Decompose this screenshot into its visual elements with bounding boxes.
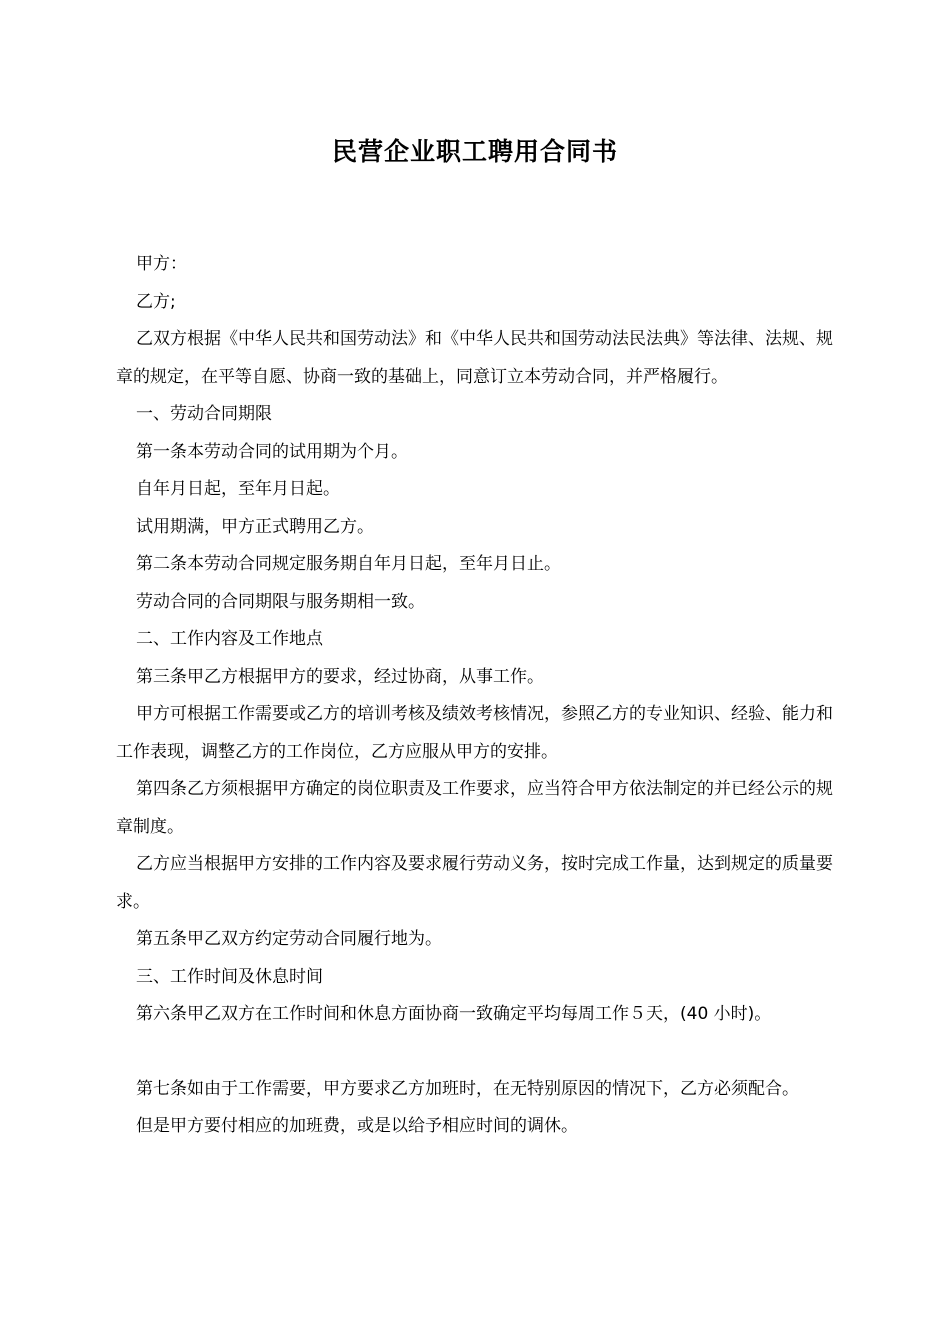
document-title: 民营企业职工聘用合同书 [331, 137, 618, 166]
article-2: 第二条本劳动合同规定服务期自年月日起，至年月日止。 [136, 554, 561, 574]
article-5: 第五条甲乙双方约定劳动合同履行地为。 [136, 929, 442, 949]
article-6: 第六条甲乙双方在工作时间和休息方面协商一致确定平均每周工作５天，(40 小时)。 [136, 1004, 772, 1024]
article-3-adjustment: 甲方可根据工作需要或乙方的培训考核及绩效考核情况，参照乙方的专业知识、经验、能力和工作表现，调整乙方的工作岗位，乙方应服从甲方的安排。 [116, 704, 833, 762]
party-b-line: 乙方; [136, 291, 176, 312]
article-4: 第四条乙方须根据甲方确定的岗位职责及工作要求，应当符合甲方依法制定的并已经公示的规章制度。 [116, 779, 833, 837]
article-1-dates: 自年月日起，至年月日起。 [136, 479, 340, 499]
paragraph-spacer [116, 1034, 836, 1071]
document-body [116, 246, 836, 1146]
party-a-line: 甲方： [136, 254, 187, 274]
preamble-paragraph: 乙双方根据《中华人民共和国劳动法》和《中华人民共和国劳动法民法典》等法律、法规、规章的规定，在平等自愿、协商一致的基础上，同意订立本劳动合同，并严格履行。 [116, 329, 833, 387]
probation-end-note: 试用期满，甲方正式聘用乙方。 [136, 516, 374, 537]
article-3: 第三条甲乙方根据甲方的要求，经过协商，从事工作。 [136, 666, 544, 687]
article-4-duties: 乙方应当根据甲方安排的工作内容及要求履行劳动义务，按时完成工作量，达到规定的质量要求。 [116, 854, 833, 912]
section-heading-2: 二、工作内容及工作地点 [136, 629, 323, 649]
section-heading-3: 三、工作时间及休息时间 [136, 966, 323, 987]
article-2-note: 劳动合同的合同期限与服务期相一致。 [136, 591, 425, 612]
article-1: 第一条本劳动合同的试用期为个月。 [136, 441, 408, 462]
section-heading-1: 一、劳动合同期限 [136, 404, 272, 424]
article-7-overtime-pay: 但是甲方要付相应的加班费，或是以给予相应时间的调休。 [136, 1116, 578, 1136]
article-7: 第七条如由于工作需要，甲方要求乙方加班时，在无特别原因的情况下，乙方必须配合。 [136, 1078, 799, 1099]
